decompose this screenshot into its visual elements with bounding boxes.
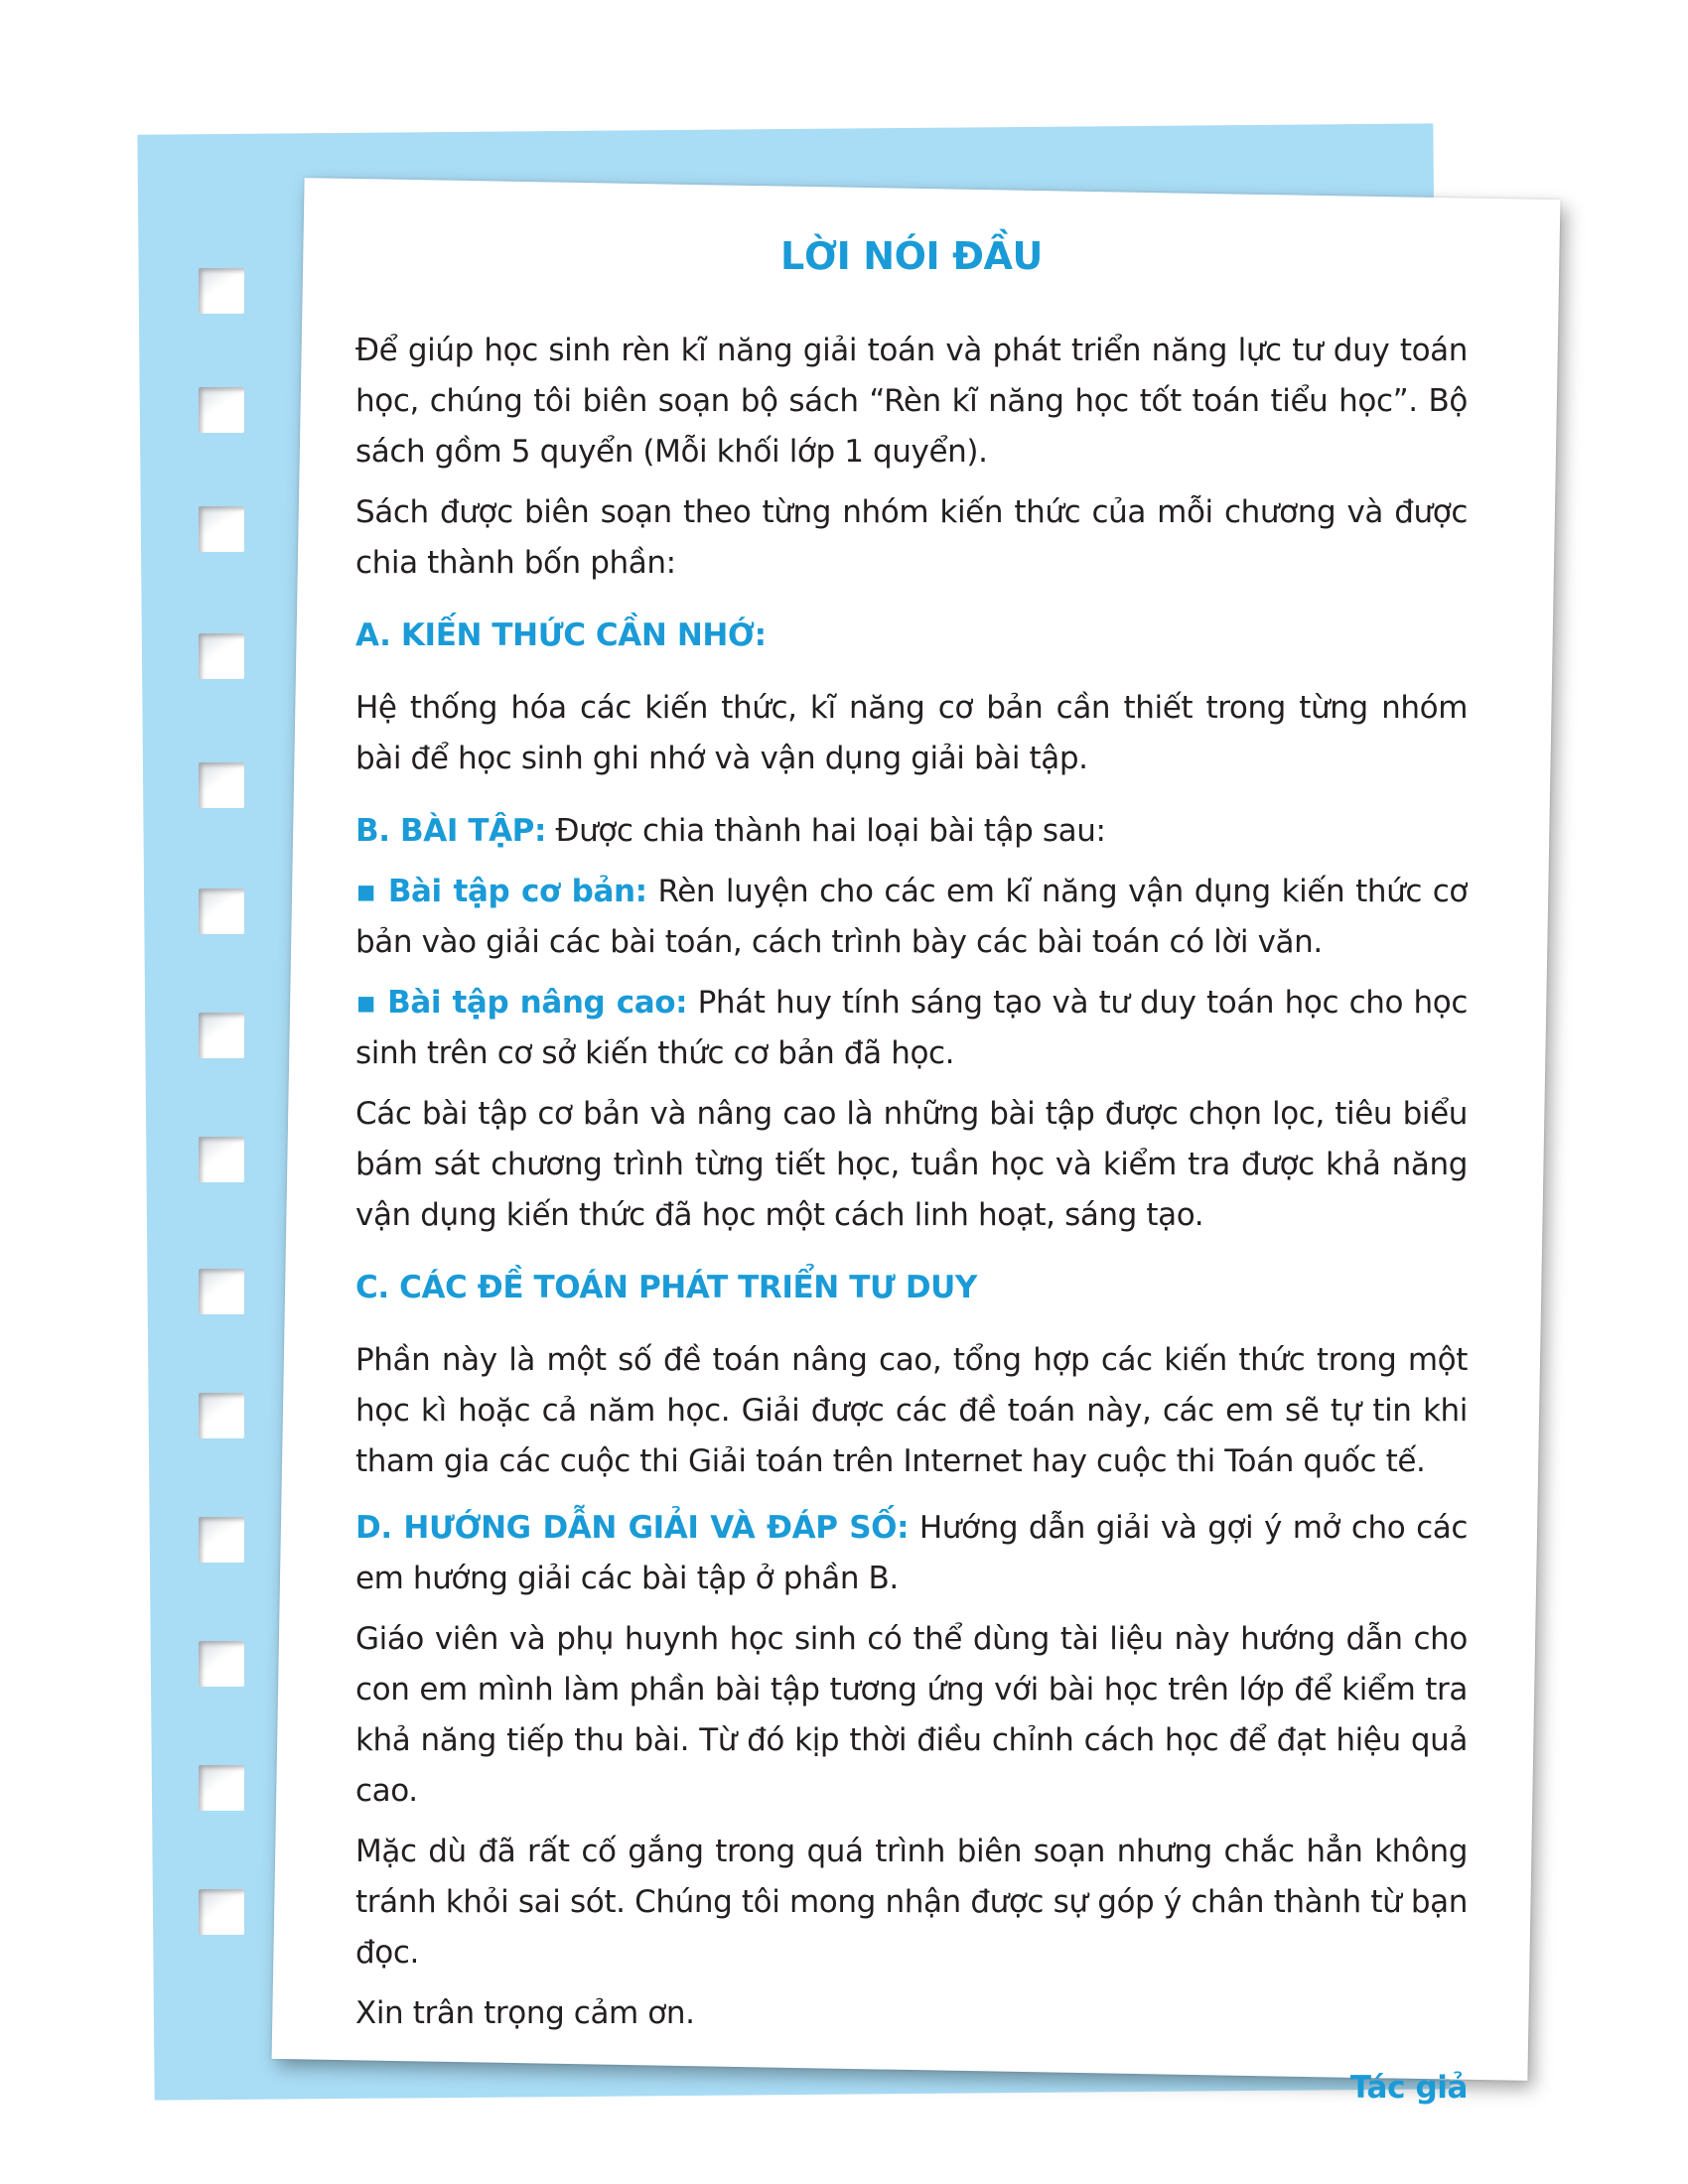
binder-hole [199, 1517, 244, 1563]
section-d-paragraph [355, 1503, 1468, 1604]
binder-hole [199, 1765, 244, 1811]
preface-content [355, 228, 1468, 2114]
section-c-heading: C. CÁC ĐỀ TOÁN PHÁT TRIỂN TƯ DUY [355, 1270, 977, 1305]
binder-hole [199, 1393, 244, 1438]
section-b-heading: B. BÀI TẬP: [355, 813, 546, 849]
section-a-text: Hệ thống hóa các kiến thức, kĩ năng cơ bản cần thiết trong từng nhóm bài để học sinh ghi nhớ và vận dụng giải bài tập. [355, 690, 1468, 776]
intro-paragraph: Sách được biên soạn theo từng nhóm kiến thức của mỗi chương và được chia thành bốn phần: [355, 494, 1468, 581]
binder-hole [199, 1269, 244, 1314]
binder-hole [199, 387, 244, 433]
bullet-square-icon: ▪ [355, 985, 377, 1021]
bullet-item [355, 867, 1468, 968]
section-d-heading: D. HƯỚNG DẪN GIẢI VÀ ĐÁP SỐ: [355, 1510, 910, 1546]
binder-hole [199, 762, 244, 808]
bullet-label: Bài tập nâng cao: [387, 985, 688, 1021]
binder-hole [199, 633, 244, 679]
intro-paragraph: Để giúp học sinh rèn kĩ năng giải toán và phát triển năng lực tư duy toán học, chúng tôi biên soạn bộ sách “Rèn kĩ năng học tốt toán tiểu học”. Bộ sách gồm 5 quyển (Mỗi khối lớp 1 quyển). [355, 333, 1468, 470]
bullet-square-icon: ▪ [355, 874, 377, 909]
binder-hole [199, 1013, 244, 1058]
section-a-heading: A. KIẾN THỨC CẦN NHỚ: [355, 617, 767, 653]
section-d-text: Hướng dẫn giải và gợi ý mở cho các em hướng giải các bài tập ở phần B. [355, 1510, 1468, 1596]
binder-holes [199, 268, 248, 1956]
section-c-text: Phần này là một số đề toán nâng cao, tổng hợp các kiến thức trong một học kì hoặc cả năm học. Giải được các đề toán này, các em sẽ tự tin khi tham gia các cuộc thi Giải toán trên Internet hay cuộc thi Toán quốc tế. [355, 1342, 1468, 1479]
author-signature: Tác giả [1349, 2070, 1468, 2106]
binder-hole [199, 506, 244, 552]
bullet-label: Bài tập cơ bản: [387, 874, 647, 909]
closing-paragraph: Giáo viên và phụ huynh học sinh có thể dùng tài liệu này hướng dẫn cho con em mình làm phần bài tập tương ứng với bài học trên lớp để kiểm tra khả năng tiếp thu bài. Từ đó kịp thời điều chỉnh cách học để đạt hiệu quả cao. [355, 1621, 1468, 1809]
section-b-closing: Các bài tập cơ bản và nâng cao là những bài tập được chọn lọc, tiêu biểu bám sát chương trình từng tiết học, tuần học và kiểm tra được khả năng vận dụng kiến thức đã học một cách linh hoạt, sáng tạo. [355, 1096, 1468, 1233]
page-title: LỜI NÓI ĐẦU [780, 234, 1043, 278]
binder-hole [199, 888, 244, 934]
section-b-text: Được chia thành hai loại bài tập sau: [555, 813, 1106, 849]
binder-hole [199, 1641, 244, 1687]
section-b-paragraph [355, 806, 1468, 857]
bullet-text: Rèn luyện cho các em kĩ năng vận dụng kiến thức cơ bản vào giải các bài toán, cách trình bày các bài toán có lời văn. [355, 874, 1468, 960]
closing-paragraph: Xin trân trọng cảm ơn. [355, 1995, 695, 2031]
closing-paragraph: Mặc dù đã rất cố gắng trong quá trình biên soạn nhưng chắc hẳn không tránh khỏi sai sót. Chúng tôi mong nhận được sự góp ý chân thành từ bạn đọc. [355, 1834, 1468, 1971]
binder-hole [199, 1137, 244, 1182]
bullet-text: Phát huy tính sáng tạo và tư duy toán học cho học sinh trên cơ sở kiến thức cơ bản đã học. [355, 985, 1468, 1071]
binder-hole [199, 1889, 244, 1935]
bullet-item [355, 978, 1468, 1079]
binder-hole [199, 268, 244, 314]
